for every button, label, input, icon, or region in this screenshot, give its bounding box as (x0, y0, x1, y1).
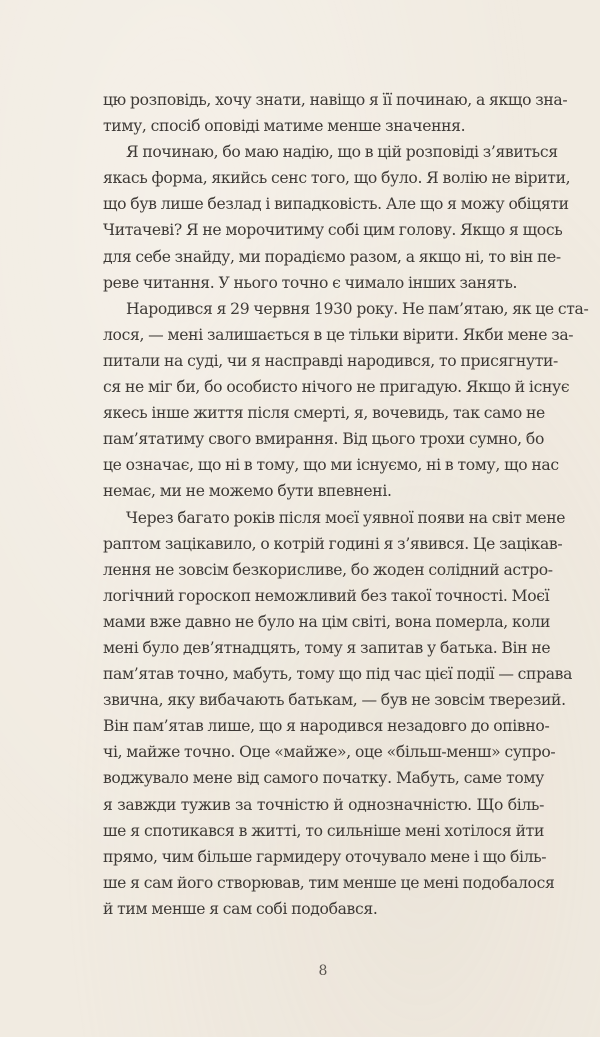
text-line: воджувало мене від самого початку. Мабуть, саме тому (103, 769, 544, 788)
text-line: Він пам’ятав лише, що я народився незадовго до опівно- (103, 717, 550, 736)
text-line: ше я спотикався в житті, то сильніше мені хотілося йти (103, 821, 544, 840)
text-line: раптом зацікавило, о котрій годині я з’явився. Це зацікав- (103, 534, 563, 553)
text-line: чі, майже точно. Оце «майже», оце «більш-менш» супро- (103, 743, 556, 762)
text-line: я завжди тужив за точністю й однозначністю. Що біль- (103, 795, 544, 814)
text-line: якесь інше життя після смерті, я, вочевидь, так само не (103, 404, 545, 423)
page-number: 8 (318, 963, 328, 979)
text-line: Читачеві? Я не морочитиму собі цим голову. Якщо я щось (103, 221, 563, 240)
text-line: ся не міг би, бо особисто нічого не пригадую. Якщо й існує (103, 378, 570, 397)
text-line: пам’ятав точно, мабуть, тому що під час цієї події — справа (103, 665, 573, 684)
paragraph-first-line: Я починаю, бо маю надію, що в цій розповіді з’явиться (126, 143, 558, 162)
text-line: лося, — мені залишається в це тільки вірити. Якби мене за- (103, 325, 574, 344)
text-line: питали на суді, чи я насправді народився, то присягнути- (103, 351, 558, 370)
paragraph-first-line: Через багато років після моєї уявної появи на світ мене (126, 508, 566, 527)
paragraph-first-line: Народився я 29 червня 1930 року. Не пам’ятаю, як це ста- (126, 299, 589, 318)
text-line: мені було дев’ятнадцять, тому я запитав у батька. Він не (103, 638, 551, 657)
text-line: цю розповідь, хочу знати, навіщо я її починаю, а якщо зна- (103, 91, 568, 109)
text-line: й тим менше я сам собі подобався. (103, 899, 378, 918)
text-line: прямо, чим більше гармидеру оточувало мене і що біль- (103, 847, 547, 866)
text-line: це означає, що ні в тому, що ми існуємо, ні в тому, що нас (103, 456, 559, 475)
text-line: що був лише безлад і випадковість. Але що я можу обіцяти (103, 195, 569, 214)
text-line: немає, ми не можемо бути впевнені. (103, 482, 392, 501)
text-line: логічний гороскоп неможливий без такої точності. Моєї (103, 586, 550, 605)
text-line: реве читання. У нього точно є чимало інших занять. (103, 273, 518, 292)
text-line: для себе знайду, ми порадіємо разом, а якщо ні, то він пе- (103, 247, 561, 266)
text-line: тиму, спосіб оповіді матиме менше значення. (103, 117, 466, 136)
text-line: лення не зовсім безкорисливе, бо жоден солідний астро- (103, 560, 553, 579)
text-line: звична, яку вибачають батькам, — був не зовсім тверезий. (103, 691, 566, 710)
text-line: пам’ятатиму свого вмирання. Від цього трохи сумно, бо (103, 430, 544, 449)
text-line: якась форма, якийсь сенс того, що було. Я волію не вірити, (103, 169, 571, 188)
text-line: мами вже давно не було на цім світі, вона померла, коли (103, 612, 551, 631)
body-text (103, 87, 589, 922)
text-line: ше я сам його створював, тим менше це мені подобалося (103, 873, 555, 892)
